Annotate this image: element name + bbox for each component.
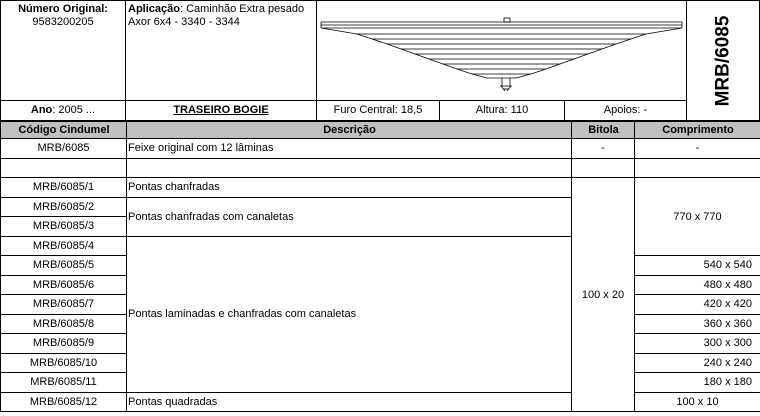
apoios: Apoios: - [603, 104, 648, 116]
row-desc: Feixe original com 12 lâminas [127, 139, 572, 159]
header-block [0, 0, 760, 121]
row-code: MRB/6085/6 [1, 275, 127, 295]
numero-original-value: 9583200205 [32, 16, 94, 28]
row-code: MRB/6085/10 [1, 353, 127, 373]
blank-cell [635, 158, 760, 178]
col-header-codigo: Código Cindumel [1, 122, 127, 139]
code-vertical-cell [686, 0, 760, 121]
blank-cell [127, 158, 572, 178]
row-comp: 240 x 240 [635, 353, 760, 373]
row-code: MRB/6085/1 [1, 178, 127, 198]
col-header-descricao: Descrição [127, 122, 572, 139]
position-label: TRASEIRO BOGIE [173, 104, 269, 116]
group-comp: 770 x 770 [635, 178, 760, 256]
aplicacao-cell [125, 0, 317, 101]
row-comp: 360 x 360 [635, 314, 760, 334]
col-header-comprimento: Comprimento [635, 122, 760, 139]
spec-table [0, 121, 760, 412]
row-code: MRB/6085/9 [1, 334, 127, 354]
ano-label: Ano [30, 104, 53, 116]
row-comp: 300 x 300 [635, 334, 760, 354]
row-code: MRB/6085/4 [1, 236, 127, 256]
ano-value: : 2005 ... [52, 104, 96, 116]
group-bitola: 100 x 20 [572, 178, 635, 412]
center-bolt-head [504, 18, 510, 22]
row-code: MRB/6085/7 [1, 295, 127, 315]
row-code: MRB/6085/2 [1, 197, 127, 217]
row-code: MRB/6085/12 [1, 392, 127, 412]
blank-cell [572, 158, 635, 178]
furo-central: Furo Central: 18,5 [333, 104, 423, 116]
row-desc: Pontas laminadas e chanfradas com canaletas [127, 236, 572, 392]
row-code: MRB/6085 [1, 139, 127, 159]
row-comp: 480 x 480 [635, 275, 760, 295]
row-code: MRB/6085/11 [1, 373, 127, 393]
code-vertical: MRB/6085 [712, 15, 734, 106]
row-code: MRB/6085/5 [1, 256, 127, 276]
ano-cell [0, 100, 126, 121]
numero-original-label: Número Original: [18, 3, 108, 15]
aplicacao-label: Aplicação [128, 3, 180, 15]
col-header-bitola: Bitola [572, 122, 635, 139]
leaf-spring-drawing [317, 1, 686, 100]
leaf-spring-drawing-cell [316, 0, 687, 101]
row-comp: 540 x 540 [635, 256, 760, 276]
table-row [1, 392, 760, 412]
row-comp: 420 x 420 [635, 295, 760, 315]
blank-cell [1, 158, 127, 178]
row-desc: Pontas chanfradas [127, 178, 572, 198]
table-row [1, 178, 760, 198]
row-code: MRB/6085/3 [1, 217, 127, 237]
furo-central-cell [316, 100, 440, 121]
row-bitola: - [572, 139, 635, 159]
row-desc: Pontas chanfradas com canaletas [127, 197, 572, 236]
row-desc: Pontas quadradas [127, 392, 572, 412]
position-cell [125, 100, 317, 121]
altura-cell [439, 100, 565, 121]
aplicacao-value: : Caminhão Extra pesado Axor 6x4 - 3340 - 3344 [128, 3, 305, 28]
numero-original-cell [0, 0, 126, 101]
table-row [1, 139, 760, 159]
row-bitola: 100 x 10 [635, 392, 760, 412]
row-comp: 180 x 180 [635, 373, 760, 393]
table-header-row [1, 122, 760, 139]
row-comp: - [635, 139, 760, 159]
row-code: MRB/6085/8 [1, 314, 127, 334]
altura: Altura: 110 [475, 104, 529, 116]
blank-row [1, 158, 760, 178]
apoios-cell [564, 100, 687, 121]
